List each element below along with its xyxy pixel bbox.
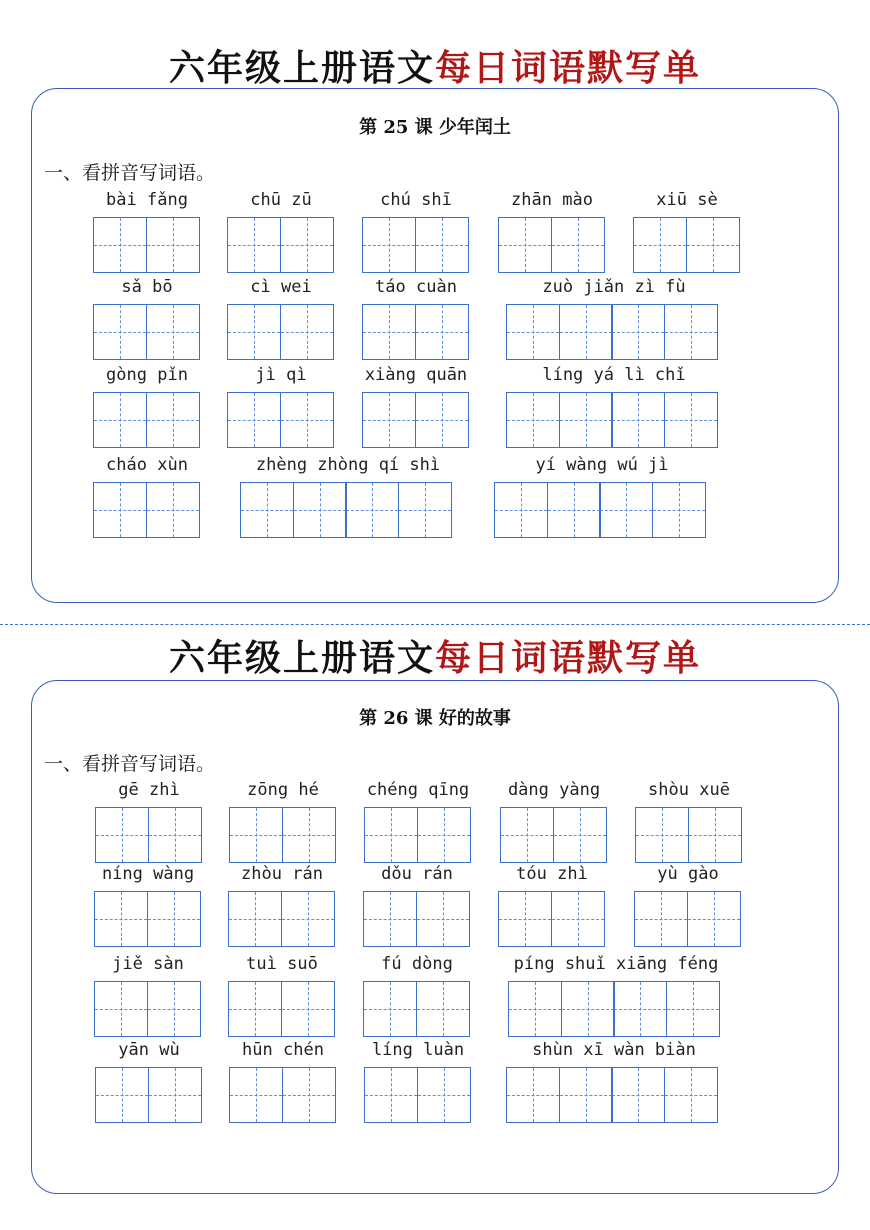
- tianzige-cell[interactable]: [599, 482, 653, 538]
- writing-grid: [227, 304, 332, 360]
- tianzige-cell[interactable]: [664, 304, 718, 360]
- writing-grid: [508, 981, 718, 1037]
- writing-grid: [227, 392, 332, 448]
- tianzige-cell[interactable]: [417, 807, 471, 863]
- tianzige-cell[interactable]: [281, 981, 335, 1037]
- tianzige-cell[interactable]: [282, 1067, 336, 1123]
- tianzige-cell[interactable]: [94, 981, 148, 1037]
- tianzige-cell[interactable]: [146, 482, 200, 538]
- tianzige-cell[interactable]: [652, 482, 706, 538]
- tianzige-cell[interactable]: [498, 891, 552, 947]
- writing-grid: [506, 1067, 716, 1123]
- writing-grid: [362, 217, 467, 273]
- tianzige-cell[interactable]: [362, 217, 416, 273]
- pinyin-label: chéng qīng: [366, 780, 470, 800]
- tianzige-cell[interactable]: [228, 891, 282, 947]
- pinyin-label: tóu zhì: [516, 864, 588, 884]
- tianzige-cell[interactable]: [227, 304, 281, 360]
- writing-grid: [500, 807, 605, 863]
- sheet-title-black: 六年级上册语文: [168, 637, 435, 679]
- pinyin-label: shòu xuē: [648, 780, 730, 800]
- writing-grid: [228, 891, 333, 947]
- tianzige-cell[interactable]: [559, 392, 613, 448]
- tianzige-cell[interactable]: [148, 1067, 202, 1123]
- writing-grid: [93, 304, 198, 360]
- writing-grid: [362, 304, 467, 360]
- tianzige-cell[interactable]: [280, 217, 334, 273]
- writing-grid: [506, 304, 716, 360]
- pinyin-label: chú shī: [380, 190, 452, 210]
- sheet-title-red: 每日词语默写单: [435, 47, 702, 89]
- tianzige-cell[interactable]: [561, 981, 615, 1037]
- tianzige-cell[interactable]: [666, 981, 720, 1037]
- pinyin-label: táo cuàn: [375, 277, 457, 297]
- pinyin-label: gē zhì: [118, 780, 180, 800]
- tianzige-cell[interactable]: [611, 304, 665, 360]
- writing-grid: [227, 217, 332, 273]
- tianzige-cell[interactable]: [93, 392, 147, 448]
- pinyin-label: jiě sàn: [112, 954, 184, 974]
- lesson-heading: 第 26 课 好的故事: [359, 708, 511, 729]
- pinyin-label: dǒu rán: [381, 864, 453, 884]
- tianzige-cell[interactable]: [634, 891, 688, 947]
- writing-grid: [635, 807, 740, 863]
- sheet-title: [0, 40, 870, 91]
- tianzige-cell[interactable]: [633, 217, 687, 273]
- tianzige-cell[interactable]: [506, 304, 560, 360]
- tianzige-cell[interactable]: [95, 807, 149, 863]
- tianzige-cell[interactable]: [227, 392, 281, 448]
- tianzige-cell[interactable]: [498, 217, 552, 273]
- writing-grid: [240, 482, 450, 538]
- tianzige-cell[interactable]: [415, 392, 469, 448]
- tianzige-cell[interactable]: [227, 217, 281, 273]
- writing-grid: [498, 217, 603, 273]
- tianzige-cell[interactable]: [93, 482, 147, 538]
- writing-grid: [364, 807, 469, 863]
- tianzige-cell[interactable]: [416, 981, 470, 1037]
- tianzige-cell[interactable]: [94, 891, 148, 947]
- tianzige-cell[interactable]: [363, 981, 417, 1037]
- tianzige-cell[interactable]: [364, 807, 418, 863]
- writing-grid: [498, 891, 603, 947]
- pinyin-label: gòng pǐn: [106, 365, 188, 385]
- writing-grid: [93, 482, 198, 538]
- pinyin-label: dàng yàng: [507, 780, 601, 800]
- writing-grid: [494, 482, 704, 538]
- pinyin-label: shùn xī wàn biàn: [532, 1040, 696, 1060]
- sheet-title-red: 每日词语默写单: [435, 637, 702, 679]
- tianzige-cell[interactable]: [281, 891, 335, 947]
- tianzige-cell[interactable]: [551, 217, 605, 273]
- pinyin-label: yí wàng wú jì: [535, 455, 669, 475]
- tianzige-cell[interactable]: [664, 392, 718, 448]
- writing-grid: [229, 807, 334, 863]
- pinyin-label: xiū sè: [656, 190, 718, 210]
- tianzige-cell[interactable]: [240, 482, 294, 538]
- pinyin-label: hūn chén: [242, 1040, 324, 1060]
- tianzige-cell[interactable]: [611, 392, 665, 448]
- writing-grid: [94, 981, 199, 1037]
- tianzige-cell[interactable]: [362, 304, 416, 360]
- tianzige-cell[interactable]: [293, 482, 347, 538]
- tianzige-cell[interactable]: [229, 1067, 283, 1123]
- tianzige-cell[interactable]: [500, 807, 554, 863]
- tianzige-cell[interactable]: [506, 392, 560, 448]
- pinyin-label: xiàng quān: [364, 365, 468, 385]
- writing-grid: [228, 981, 333, 1037]
- tianzige-cell[interactable]: [415, 217, 469, 273]
- tianzige-cell[interactable]: [613, 981, 667, 1037]
- pinyin-label: zhòu rán: [241, 864, 323, 884]
- tianzige-cell[interactable]: [506, 1067, 560, 1123]
- tianzige-cell[interactable]: [398, 482, 452, 538]
- pinyin-label: sǎ bō: [121, 277, 173, 297]
- tianzige-cell[interactable]: [611, 1067, 665, 1123]
- tianzige-cell[interactable]: [559, 1067, 613, 1123]
- tianzige-cell[interactable]: [363, 891, 417, 947]
- tianzige-cell[interactable]: [508, 981, 562, 1037]
- lesson-heading: 第 25 课 少年闰土: [359, 117, 511, 138]
- pinyin-label: yān wù: [118, 1040, 180, 1060]
- tianzige-cell[interactable]: [93, 217, 147, 273]
- tianzige-cell[interactable]: [147, 891, 201, 947]
- writing-grid: [93, 392, 198, 448]
- tianzige-cell[interactable]: [362, 392, 416, 448]
- tianzige-cell[interactable]: [688, 807, 742, 863]
- pinyin-label: zhān mào: [511, 190, 593, 210]
- tianzige-cell[interactable]: [415, 304, 469, 360]
- writing-grid: [95, 807, 200, 863]
- writing-grid: [363, 891, 468, 947]
- pinyin-label: líng luàn: [371, 1040, 465, 1060]
- tianzige-cell[interactable]: [147, 981, 201, 1037]
- tianzige-cell[interactable]: [686, 217, 740, 273]
- writing-grid: [634, 891, 739, 947]
- tianzige-cell[interactable]: [146, 304, 200, 360]
- pinyin-label: tuì suō: [246, 954, 318, 974]
- pinyin-label: píng shuǐ xiāng féng: [513, 954, 719, 974]
- pinyin-label: cì wei: [250, 277, 312, 297]
- writing-grid: [633, 217, 738, 273]
- tianzige-cell[interactable]: [553, 807, 607, 863]
- tianzige-cell[interactable]: [280, 304, 334, 360]
- tianzige-cell[interactable]: [95, 1067, 149, 1123]
- tianzige-cell[interactable]: [664, 1067, 718, 1123]
- tianzige-cell[interactable]: [687, 891, 741, 947]
- pinyin-label: jì qì: [255, 365, 307, 385]
- tianzige-cell[interactable]: [416, 891, 470, 947]
- tianzige-cell[interactable]: [635, 807, 689, 863]
- tianzige-cell[interactable]: [229, 807, 283, 863]
- tianzige-cell[interactable]: [364, 1067, 418, 1123]
- pinyin-label: cháo xùn: [106, 455, 188, 475]
- tianzige-cell[interactable]: [146, 392, 200, 448]
- tianzige-cell[interactable]: [282, 807, 336, 863]
- writing-grid: [94, 891, 199, 947]
- tianzige-cell[interactable]: [345, 482, 399, 538]
- sheet-title-black: 六年级上册语文: [168, 47, 435, 89]
- tianzige-cell[interactable]: [417, 1067, 471, 1123]
- writing-grid: [93, 217, 198, 273]
- tianzige-cell[interactable]: [280, 392, 334, 448]
- tianzige-cell[interactable]: [547, 482, 601, 538]
- instruction: 一、看拼音写词语。: [44, 753, 216, 775]
- pinyin-label: chū zū: [250, 190, 312, 210]
- tianzige-cell[interactable]: [148, 807, 202, 863]
- pinyin-label: yù gào: [657, 864, 719, 884]
- writing-grid: [229, 1067, 334, 1123]
- writing-grid: [506, 392, 716, 448]
- pinyin-label: zōng hé: [247, 780, 319, 800]
- tianzige-cell[interactable]: [228, 981, 282, 1037]
- pinyin-label: zuò jiǎn zì fù: [542, 277, 686, 297]
- tianzige-cell[interactable]: [559, 304, 613, 360]
- instruction: 一、看拼音写词语。: [44, 162, 216, 184]
- tianzige-cell[interactable]: [93, 304, 147, 360]
- tianzige-cell[interactable]: [494, 482, 548, 538]
- tianzige-cell[interactable]: [551, 891, 605, 947]
- writing-grid: [95, 1067, 200, 1123]
- writing-grid: [364, 1067, 469, 1123]
- cut-line-divider: [0, 624, 870, 625]
- pinyin-label: zhèng zhòng qí shì: [255, 455, 441, 475]
- pinyin-label: níng wàng: [101, 864, 195, 884]
- tianzige-cell[interactable]: [146, 217, 200, 273]
- pinyin-label: bài fǎng: [106, 190, 188, 210]
- pinyin-label: fú dòng: [381, 954, 453, 974]
- writing-grid: [363, 981, 468, 1037]
- writing-grid: [362, 392, 467, 448]
- pinyin-label: líng yá lì chǐ: [542, 365, 686, 385]
- sheet-title: [0, 630, 870, 681]
